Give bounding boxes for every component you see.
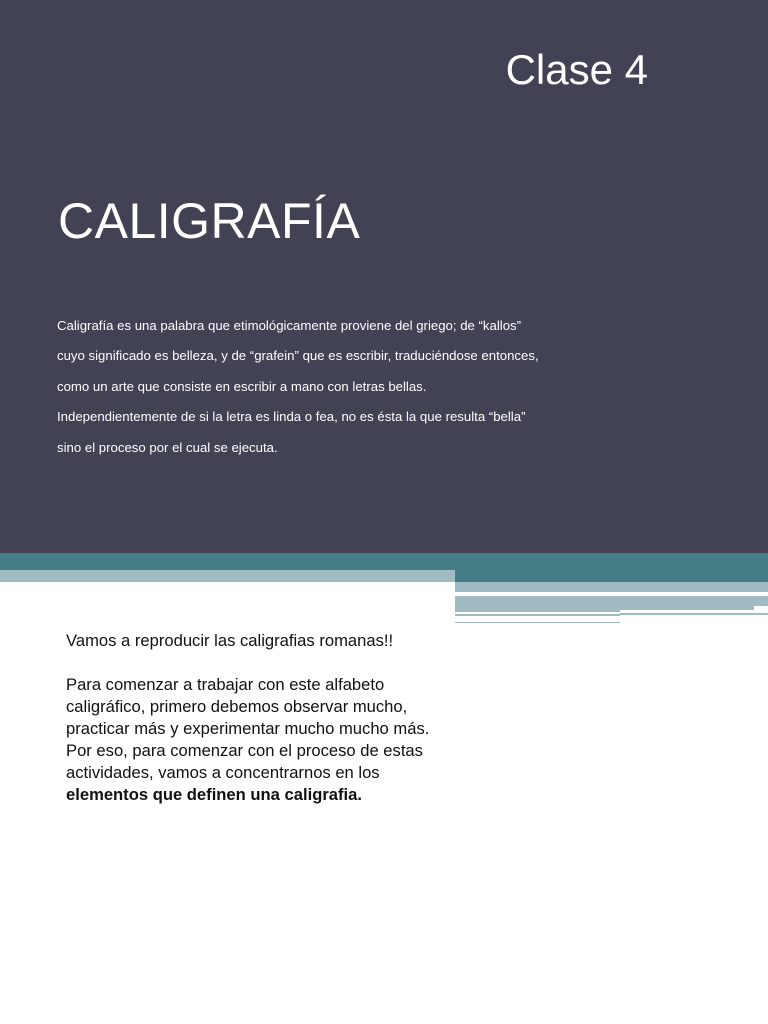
class-label: Clase 4 xyxy=(505,46,648,93)
closing-text: Por eso, para comenzar con el proceso de estas actividades, vamos a concentrarnos en los xyxy=(66,741,423,782)
body-paragraph: Para comenzar a trabajar con este alfabeto caligráfico, primero debemos observar mucho, practicar más y experimentar mucho mucho más. xyxy=(66,675,430,738)
stripe-thin-3 xyxy=(455,622,620,623)
body-content xyxy=(66,630,456,806)
stripe-thin-1 xyxy=(455,614,620,616)
intro-paragraph: Caligrafía es una palabra que etimológicamente proviene del griego; de “kallos” cuyo significado es belleza, y de “grafein” que es escribir, traduciéndose entonces, como un arte que consiste en escribir a mano con letras bellas. Independientemente de si la letra es linda o fea, no es ésta la que resulta “bella” sino el proceso por el cual se ejecuta. xyxy=(57,318,539,455)
lead-text: Vamos a reproducir las caligrafias romanas!! xyxy=(66,631,394,650)
stripe-teal-right xyxy=(455,570,768,582)
closing-emphasis: elementos que definen una caligrafia. xyxy=(66,785,362,804)
stripe-gray-right-3 xyxy=(620,606,754,610)
stripe-teal-full xyxy=(0,553,768,570)
stripe-gray-right-1 xyxy=(455,582,768,592)
stripe-thin-2 xyxy=(620,613,768,615)
stripe-gray-right-2 xyxy=(455,596,768,606)
stripe-gray-mid xyxy=(455,606,620,612)
page-title: CALIGRAFÍA xyxy=(58,193,361,249)
closing-paragraph xyxy=(66,740,456,806)
paragraph-gap xyxy=(66,652,456,674)
stripe-gray-left xyxy=(0,570,455,582)
